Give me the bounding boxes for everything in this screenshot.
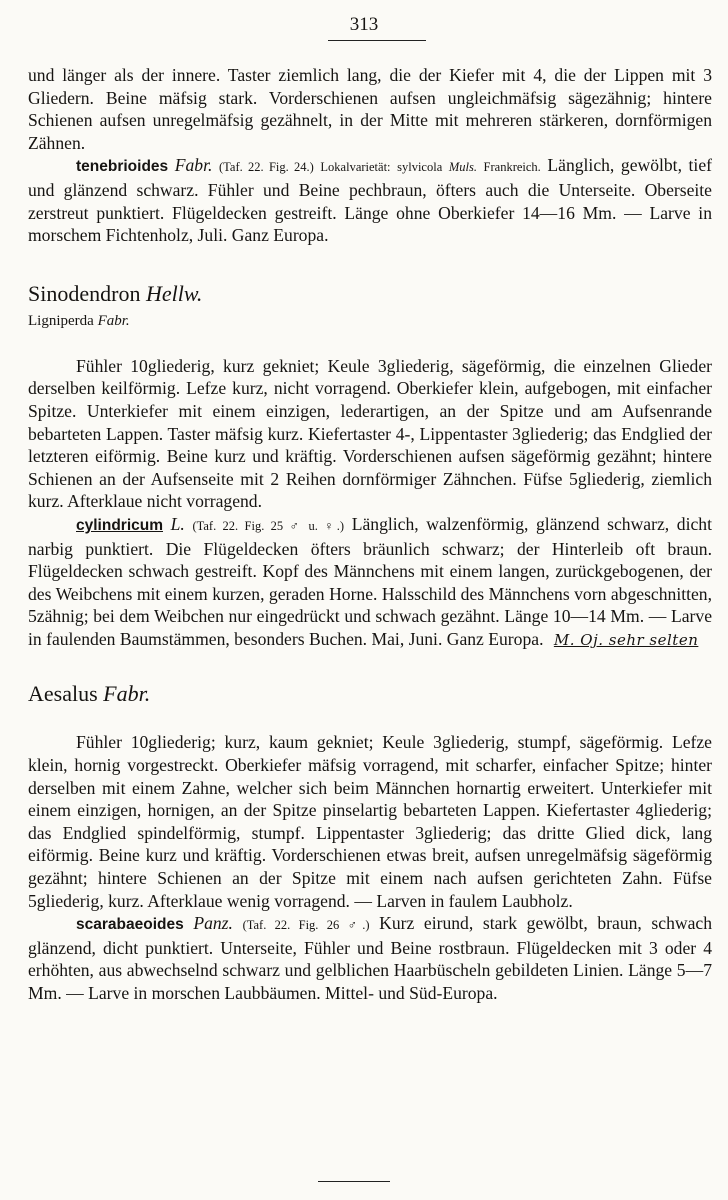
handwritten-note: M. Oj. sehr selten	[553, 630, 699, 649]
page-text	[28, 64, 712, 1005]
species-name: cylindricum	[76, 516, 163, 534]
species-author: Panz.	[193, 913, 233, 934]
species-name: scarabaeoides	[76, 916, 184, 934]
species-tenebrioides	[28, 154, 712, 246]
variant-name: sylvicola	[397, 160, 443, 175]
genus-synonym	[28, 311, 712, 331]
genus-name: Sinodendron	[28, 280, 141, 306]
species-description: Länglich, gewölbt, tief und glänzend schwarz. Fühler und Beine pechbraun, öfters auch die Unterseite. Oberseite zerstreut punktiert. Flügeldecken gestreift. Länge ohne Oberkiefer 14—16 Mm. — Larve in morschem Fichtenholz, Juli. Ganz Europa.	[28, 155, 712, 246]
variant-label: Lokalvarietät:	[320, 160, 391, 175]
species-cylindricum	[28, 513, 712, 652]
synonym-name: Ligniperda	[28, 312, 94, 329]
species-name: tenebrioides	[76, 158, 169, 176]
header-rule	[328, 40, 426, 41]
plate-reference: (Taf. 22. Fig. 25 ♂ u. ♀.)	[192, 518, 345, 533]
species-scarabaeoides	[28, 912, 712, 1004]
species-description: Länglich, walzenförmig, glänzend schwarz, dicht narbig punktiert. Die Flügeldecken öfters bräunlich schwarz; der Hinterleib oft braun. Flügeldecken schwach gestreift. Kopf des Männchens mit einem langen, zurückgebogenen, der des Weibchens mit einem kurzen, geraden Horne. Halsschild des Männchens vorn abgeschnitten, 5zähnig; bei dem Weibchen nur eingedrückt und schwach gezähnt. Länge 10—14 Mm. — Larve in faulenden Baumstämmen, besonders Buchen. Mai, Juni. Ganz Europa.	[28, 513, 712, 649]
page-number: 313	[349, 14, 379, 35]
genus-heading-aesalus	[28, 681, 712, 707]
species-description: Kurz eirund, stark gewölbt, braun, schwach glänzend, dicht punktiert. Unterseite, Fühler und Beine rostbraun. Flügeldecken mit 3 oder 4 erhöhten, aus abwechselnd schwarz und gelblichen Haarbüscheln gebildeten Linien. Länge 5—7 Mm. — Larve in morschen Laubbäumen. Mittel- und Süd-Europa.	[28, 913, 712, 1003]
genus-heading-sinodendron	[28, 281, 712, 307]
synonym-author: Fabr.	[97, 312, 130, 329]
plate-reference: (Taf. 22. Fig. 24.)	[218, 160, 314, 175]
genus-description-sinodendron: Fühler 10gliederig, kurz gekniet; Keule 3gliederig, sägeförmig, die einzelnen Glieder derselben keilförmig. Lefze kurz, nicht vorragend. Oberkiefer klein, aufgebogen, mit einfacher Spitze. Unterkiefer mit einem einzigen, lederartigen, an der Spitze und am Aufsenrande bebarteten Lappen. Taster mäfsig kurz. Kiefertaster 4-, Lippentaster 3gliederig; das Endglied der letzteren eiförmig. Beine kurz und kräftig. Vorderschienen aufsen sägeförmig gezähnt; hintere Schienen an der Aufsenseite mit 2 Reihen dornförmiger Zähnchen. Füfse 5gliederig, ziemlich kurz. Afterklaue nicht vorragend.	[28, 355, 712, 512]
genus-description-aesalus: Fühler 10gliederig; kurz, kaum gekniet; Keule 3gliederig, stumpf, sägeförmig. Lefze klein, hornig vorgestreckt. Oberkiefer mäfsig vorragend, mit scharfer, einfacher Spitze; hinter derselben mit einem Zahne, welcher sich beim Männchen hornartig erweitert. Unterkiefer mit einem einzigen, hornigen, an der Spitze pinselartig bebarteten Lappen. Kiefertaster 4gliederig; das Endglied spindelförmig, stumpf. Lippentaster 3gliederig; das dritte Glied dick, lang eiförmig. Beine kurz und kräftig. Vorderschienen etwas breit, aufsen unregelmäfsig sägeförmig gezähnt; hintere Schienen an der Spitze mit einem nach aufsen gerichteten Zahn. Füfse 5gliederig, kurz. Afterklaue wenig vorragend. — Larven in faulem Laubholz.	[28, 732, 712, 911]
genus-author: Hellw.	[145, 280, 203, 306]
variant-place: Frankreich.	[483, 160, 541, 175]
footer-rule	[318, 1181, 390, 1182]
variant-author: Muls.	[448, 160, 477, 175]
continuation-paragraph: und länger als der innere. Taster ziemlich lang, die der Kiefer mit 4, die der Lippen mit 3 Gliedern. Beine mäfsig stark. Vorderschienen aufsen ungleichmäfsig sägezähnig; hintere Schienen aufsen unregelmäfsig gezähnelt, in der Mitte mit mehreren stärkeren, dornförmigen Zähnen.	[28, 65, 712, 153]
genus-name: Aesalus	[28, 681, 98, 707]
genus-author: Fabr.	[103, 681, 151, 707]
species-author: L.	[170, 513, 185, 534]
plate-reference: (Taf. 22. Fig. 26 ♂.)	[242, 918, 370, 933]
species-author: Fabr.	[174, 155, 213, 176]
